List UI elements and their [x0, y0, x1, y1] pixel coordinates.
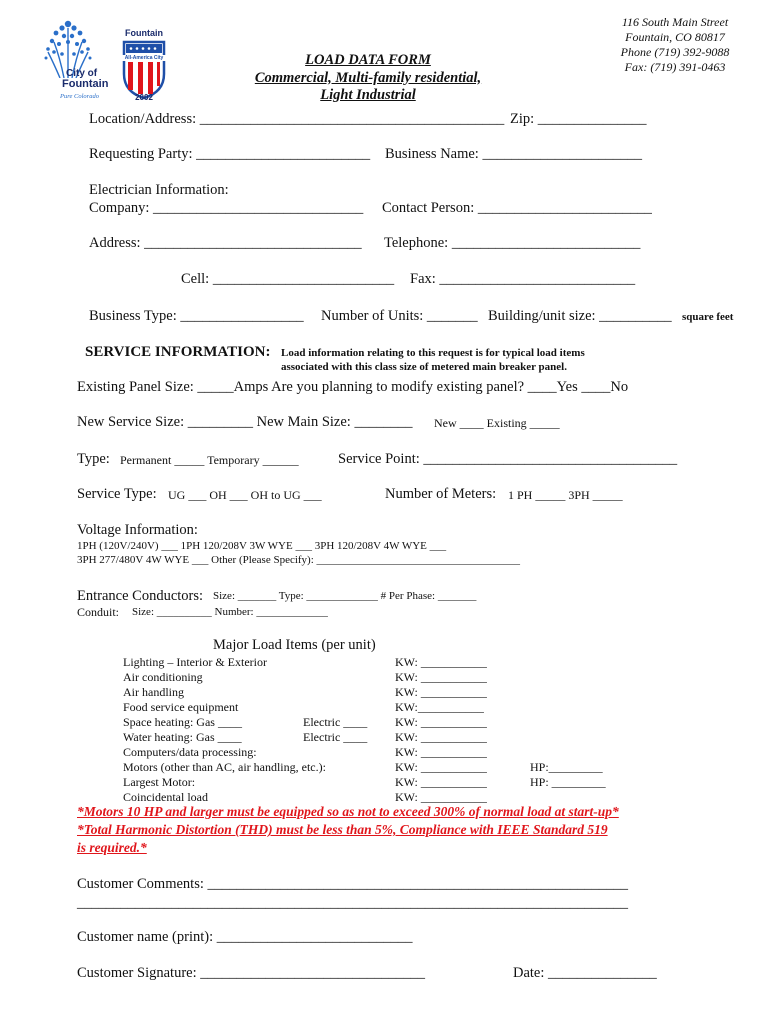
load-item-kw[interactable]: KW: ___________: [395, 775, 487, 789]
service-note-line1: Load information relating to this request is for typical load items: [281, 347, 585, 359]
load-item-kw[interactable]: KW: ___________: [395, 790, 487, 804]
conduit-label: Conduit:: [77, 605, 120, 619]
city-logo-name: Fountain: [62, 78, 109, 90]
load-item-kw[interactable]: KW:___________: [395, 700, 484, 714]
badge-top-text: Fountain: [125, 28, 163, 38]
meters-options[interactable]: 1 PH _____ 3PH _____: [508, 488, 623, 502]
entrance-conductors-options[interactable]: Size: _______ Type: _____________ # Per Phase: _______: [213, 590, 477, 602]
motor-warning: *Motors 10 HP and larger must be equipped so as not to exceed 300% of normal load at start-up*: [77, 804, 619, 819]
load-item-kw[interactable]: KW: ___________: [395, 655, 487, 669]
thd-warning-line1: *Total Harmonic Distortion (THD) must be less than 5%, Compliance with IEEE Standard 519: [77, 822, 608, 837]
type-options[interactable]: Permanent _____ Temporary ______: [120, 453, 299, 467]
major-loads-heading: Major Load Items (per unit): [213, 637, 376, 653]
number-of-units-field[interactable]: Number of Units: _______: [321, 308, 478, 324]
load-item-label: Water heating: Gas ____: [123, 730, 242, 744]
address-block: [600, 15, 750, 75]
all-america-city-badge: [118, 26, 170, 106]
badge-year: 2002: [135, 93, 153, 102]
load-item-label: Air handling: [123, 685, 184, 699]
telephone-field[interactable]: Telephone: __________________________: [384, 235, 641, 251]
city-of-fountain-logo: [40, 18, 109, 102]
zip-field[interactable]: Zip: _______________: [510, 111, 647, 127]
city-logo-tag: Pure Colorado: [60, 93, 99, 100]
load-item-hp[interactable]: HP:_________: [530, 760, 603, 774]
load-item-label: Food service equipment: [123, 700, 239, 714]
city-logo-top: City of: [66, 68, 98, 79]
title-line1: LOAD DATA FORM: [305, 52, 431, 68]
load-item-label: Lighting – Interior & Exterior: [123, 655, 267, 669]
contact-person-field[interactable]: Contact Person: ________________________: [382, 200, 652, 216]
title-line2: Commercial, Multi-family residential,: [254, 69, 482, 86]
business-type-field[interactable]: Business Type: _________________: [89, 308, 304, 324]
type-label: Type:: [77, 451, 110, 467]
service-type-options[interactable]: UG ___ OH ___ OH to UG ___: [168, 488, 322, 502]
load-item-kw[interactable]: KW: ___________: [395, 745, 487, 759]
voltage-line2[interactable]: 3PH 277/480V 4W WYE ___ Other (Please Specify): _____________________________________: [77, 554, 521, 566]
load-item-label: Motors (other than AC, air handling, etc.):: [123, 760, 326, 774]
requesting-party-field[interactable]: Requesting Party: ________________________: [89, 146, 371, 162]
customer-signature-field[interactable]: Customer Signature: _______________________________: [77, 965, 425, 981]
customer-comments-field[interactable]: Customer Comments: __________________________________________________________: [77, 876, 628, 892]
address-line1: 116 South Main Street: [621, 15, 729, 29]
load-item-hp[interactable]: HP: _________: [530, 775, 606, 789]
service-type-label: Service Type:: [77, 486, 157, 502]
conduit-options[interactable]: Size: __________ Number: _____________: [132, 606, 328, 618]
address-phone: Phone (719) 392-9088: [620, 45, 730, 59]
load-item-electric[interactable]: Electric ____: [303, 730, 368, 744]
load-item-electric[interactable]: Electric ____: [303, 715, 368, 729]
voltage-line1[interactable]: 1PH (120V/240V) ___ 1PH 120/208V 3W WYE ___ 3PH 120/208V 4W WYE ___: [77, 540, 447, 552]
load-item-kw[interactable]: KW: ___________: [395, 685, 487, 699]
location-address-field[interactable]: Location/Address: __________________________________________: [89, 111, 505, 127]
load-item-label: Computers/data processing:: [123, 745, 257, 759]
major-loads-list: [123, 655, 643, 805]
new-service-size-field[interactable]: New Service Size: _________ New Main Size: ________: [77, 414, 413, 430]
meters-label: Number of Meters:: [385, 486, 497, 502]
square-feet-label: square feet: [682, 311, 734, 323]
building-size-field[interactable]: Building/unit size: __________: [488, 308, 672, 324]
load-item-kw[interactable]: KW: ___________: [395, 760, 487, 774]
load-item-kw[interactable]: KW: ___________: [395, 730, 487, 744]
entrance-conductors-label: Entrance Conductors:: [77, 588, 204, 604]
title-line3: Light Industrial: [320, 87, 416, 103]
customer-comments-line2[interactable]: ____________________________________________________________________________: [77, 895, 628, 911]
fax-field[interactable]: Fax: ___________________________: [410, 271, 636, 287]
cell-field[interactable]: Cell: _________________________: [181, 271, 395, 287]
load-item-label: Largest Motor:: [123, 775, 196, 789]
customer-name-field[interactable]: Customer name (print): ___________________________: [77, 929, 413, 945]
electrician-info-label: Electrician Information:: [89, 182, 229, 198]
badge-band-text: All-America City: [118, 55, 170, 61]
service-point-field[interactable]: Service Point: ___________________________________: [338, 451, 678, 467]
form-title: [230, 52, 506, 105]
voltage-heading: Voltage Information:: [77, 522, 198, 538]
address-line2: Fountain, CO 80817: [625, 30, 725, 44]
shield-icon: [122, 40, 166, 100]
load-item-label: Coincidental load: [123, 790, 208, 804]
thd-warning-line2: is required.*: [77, 840, 147, 855]
company-field[interactable]: Company: _____________________________: [89, 200, 364, 216]
load-item-label: Space heating: Gas ____: [123, 715, 242, 729]
service-note-line2: associated with this class size of metered main breaker panel.: [281, 361, 567, 373]
load-item-kw[interactable]: KW: ___________: [395, 715, 487, 729]
new-existing-field[interactable]: New ____ Existing _____: [434, 416, 560, 430]
existing-panel-field[interactable]: Existing Panel Size: _____Amps Are you planning to modify existing panel? ____Yes ____No: [77, 379, 629, 395]
load-item-kw[interactable]: KW: ___________: [395, 670, 487, 684]
address-fax: Fax: (719) 391-0463: [624, 60, 726, 74]
load-item-label: Air conditioning: [123, 670, 203, 684]
date-field[interactable]: Date: _______________: [513, 965, 657, 981]
address-field[interactable]: Address: ______________________________: [89, 235, 362, 251]
business-name-field[interactable]: Business Name: ______________________: [385, 146, 642, 162]
service-info-heading: SERVICE INFORMATION:: [85, 344, 271, 360]
